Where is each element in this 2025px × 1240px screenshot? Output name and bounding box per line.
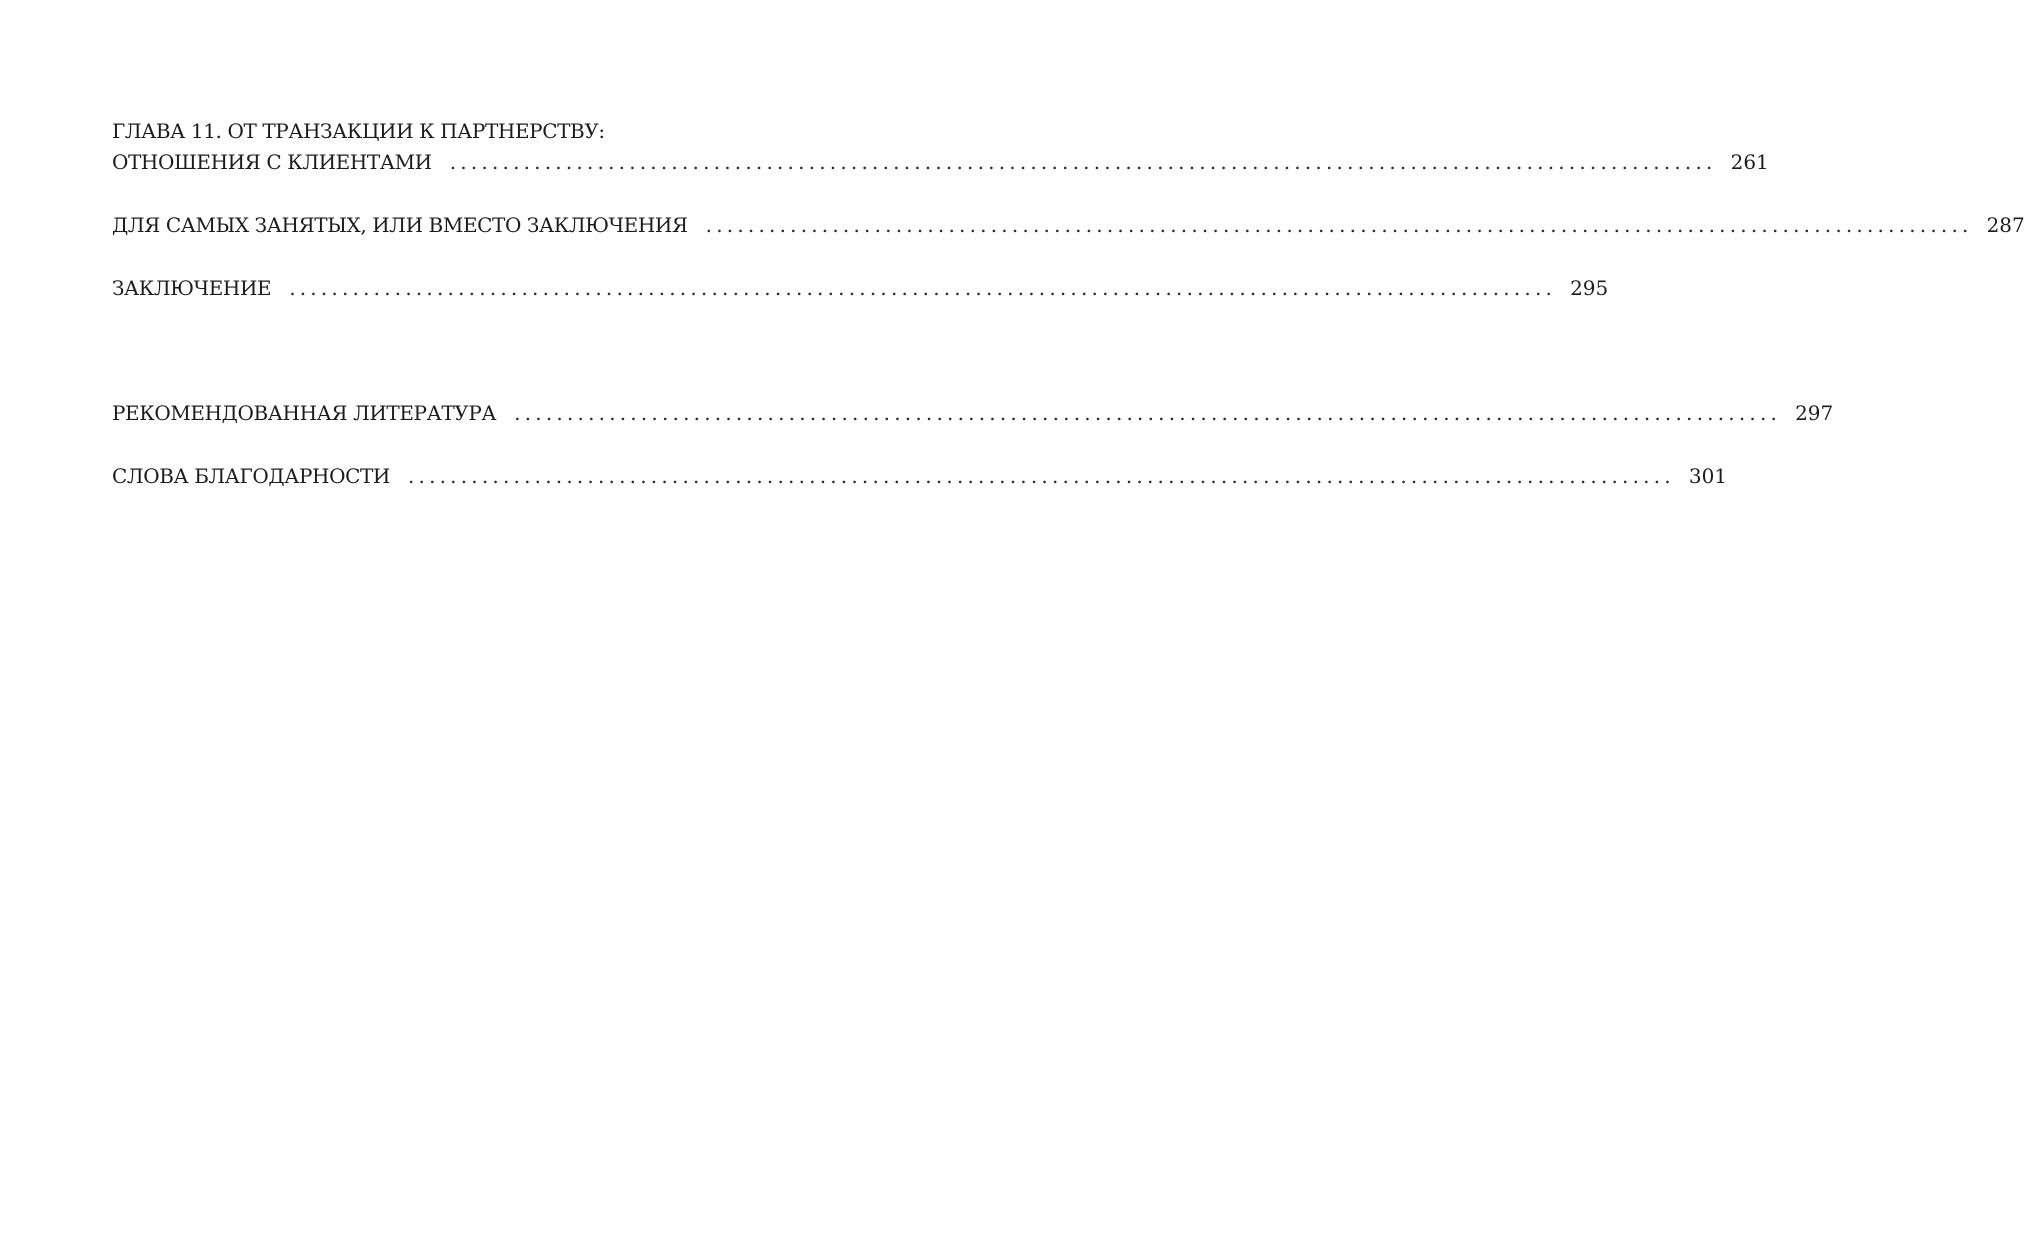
toc-entry-title-line bbox=[112, 147, 1769, 178]
toc-entry-title-line bbox=[112, 398, 1834, 429]
dot-leader: ........................................................................................................................ bbox=[705, 213, 1973, 237]
toc-entry-conclusion[interactable] bbox=[112, 273, 1609, 304]
toc-entry-title: ЗАКЛЮЧЕНИЕ bbox=[112, 276, 272, 300]
toc-entry-title: ОТНОШЕНИЯ С КЛИЕНТАМИ bbox=[112, 150, 432, 174]
toc-entry-for-the-busiest[interactable] bbox=[112, 210, 2025, 241]
toc-page-number: 295 bbox=[1570, 276, 1609, 300]
toc-entry-title: ДЛЯ САМЫХ ЗАНЯТЫХ, ИЛИ ВМЕСТО ЗАКЛЮЧЕНИЯ bbox=[112, 213, 688, 237]
toc-entry-title-line bbox=[112, 273, 1609, 304]
toc-entry-title: ГЛАВА 11. ОТ ТРАНЗАКЦИИ К ПАРТНЕРСТВУ: bbox=[112, 119, 605, 143]
toc-page-number: 297 bbox=[1795, 401, 1834, 425]
toc-entry-acknowledgements[interactable] bbox=[112, 461, 1728, 492]
dot-leader: ........................................................................................................................ bbox=[514, 401, 1782, 425]
dot-leader: ........................................................................................................................ bbox=[289, 276, 1557, 300]
toc-entry-recommended-literature[interactable] bbox=[112, 398, 1834, 429]
toc-page-number: 301 bbox=[1688, 464, 1728, 488]
dot-leader: ........................................................................................................................ bbox=[449, 150, 1717, 174]
table-of-contents bbox=[112, 116, 2025, 492]
toc-entry-title: СЛОВА БЛАГОДАРНОСТИ bbox=[112, 464, 390, 488]
toc-entry-title-line bbox=[112, 461, 1728, 492]
dot-leader: ........................................................................................................................ bbox=[407, 464, 1675, 488]
toc-entry-title-line bbox=[112, 210, 2025, 241]
toc-entry-chapter-11[interactable] bbox=[112, 116, 1769, 178]
toc-entry-title: РЕКОМЕНДОВАННАЯ ЛИТЕРАТУРА bbox=[112, 401, 497, 425]
toc-page-number: 261 bbox=[1730, 150, 1769, 174]
toc-entry-title-line bbox=[112, 116, 844, 147]
toc-page-number: 287 bbox=[1986, 213, 2025, 237]
